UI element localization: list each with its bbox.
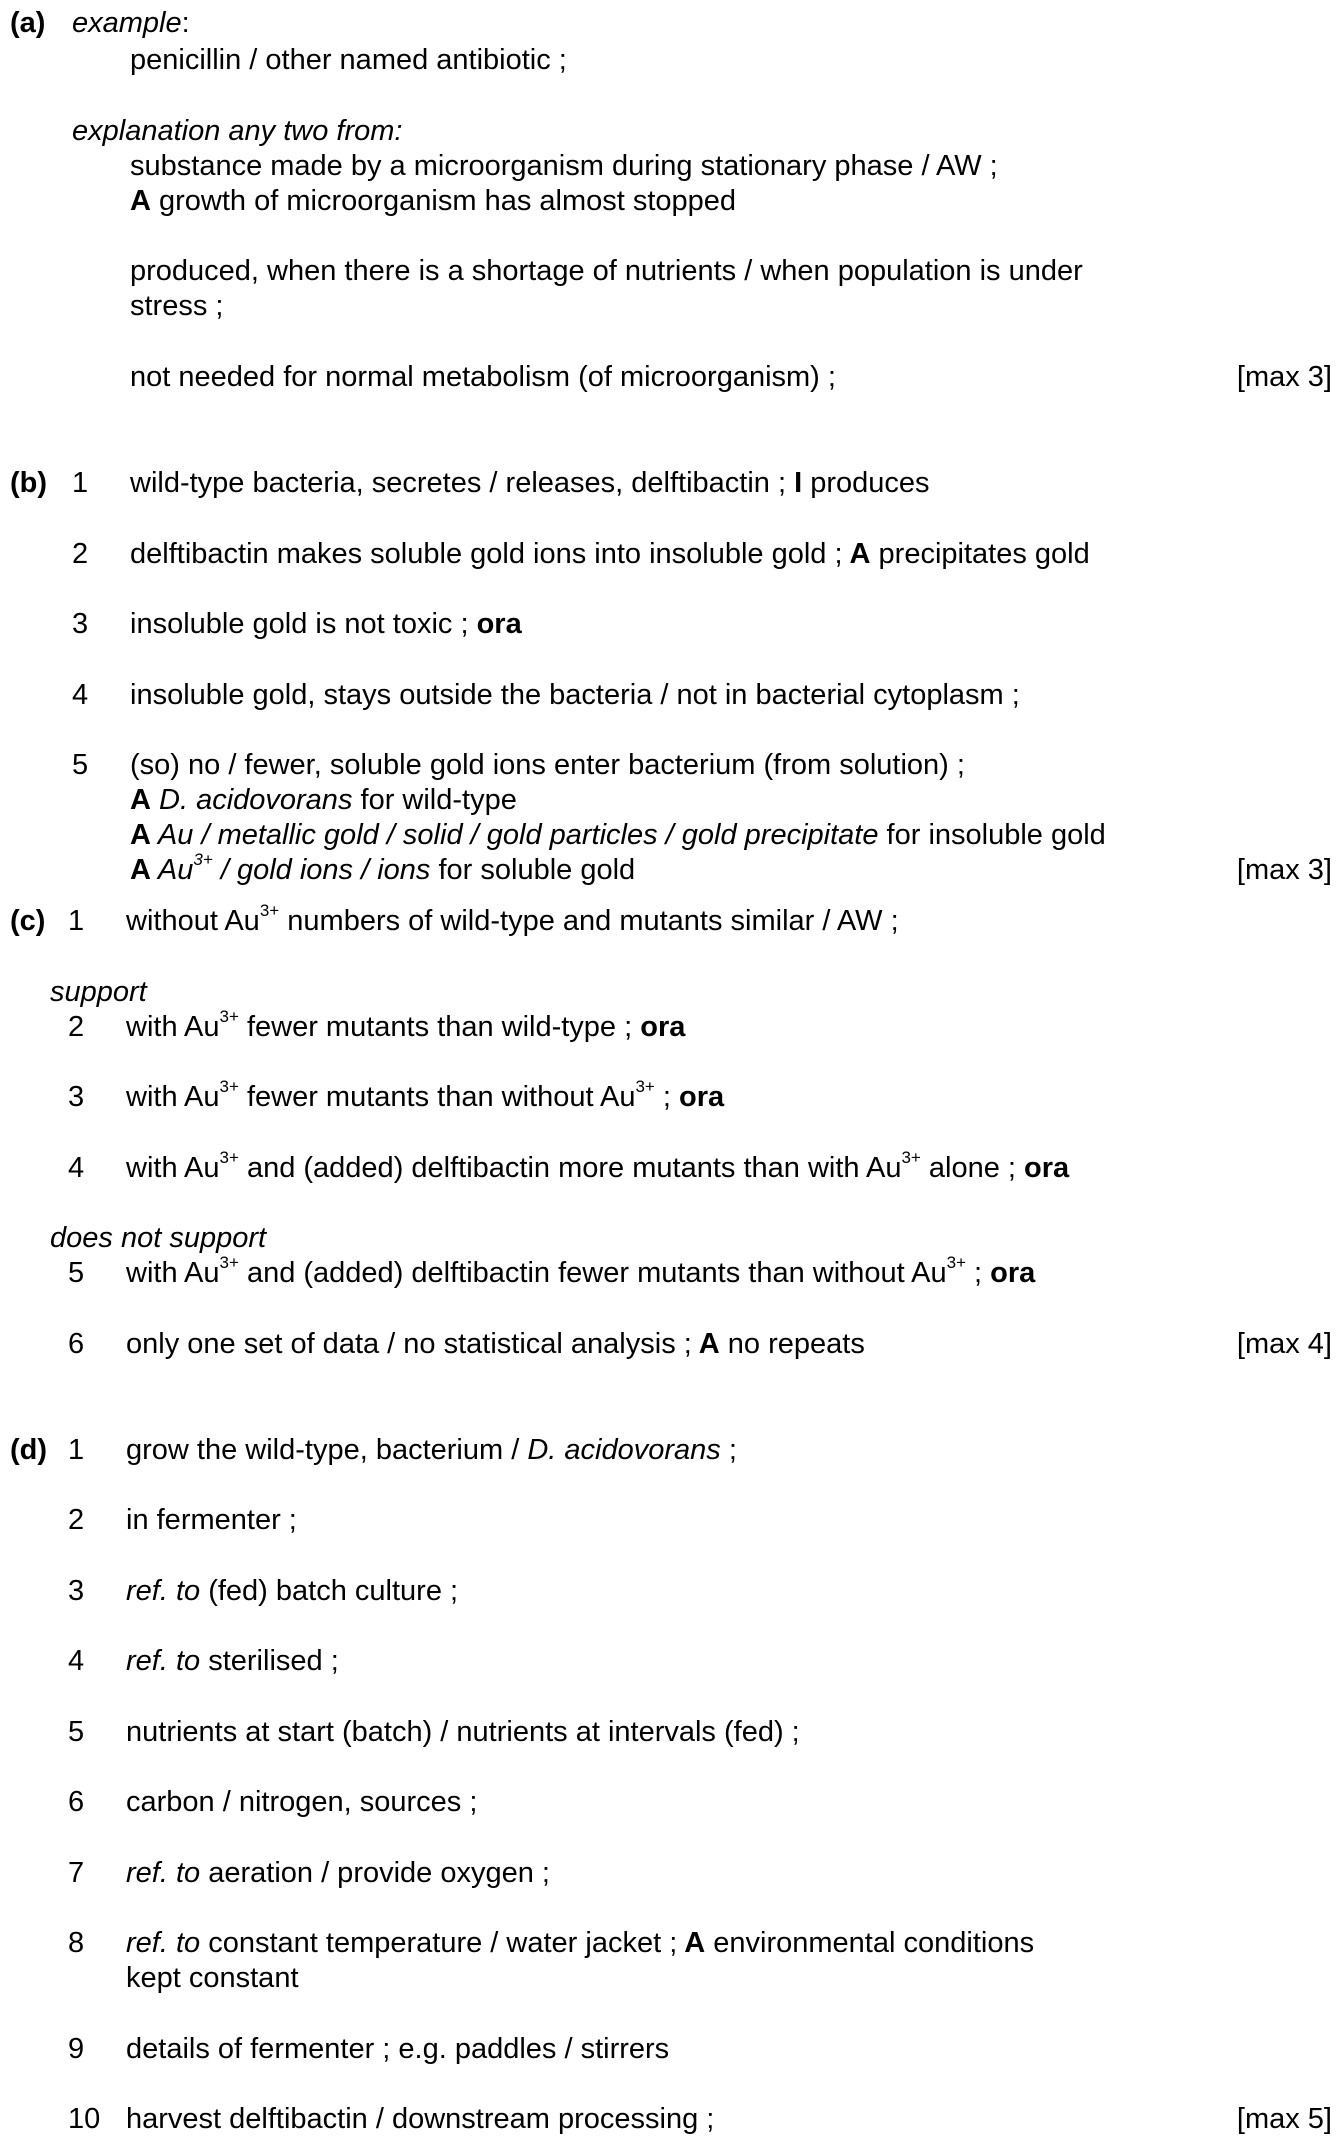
does-not-support-heading: does not support xyxy=(50,1222,267,1254)
a-line-3: produced, when there is a shortage of nutrients / when population is under xyxy=(130,255,1083,287)
species-name: D. acidovorans xyxy=(527,1434,721,1466)
explanation-heading: explanation any two from: xyxy=(72,115,403,147)
example-heading: example xyxy=(72,7,182,39)
b-point-number: 5 xyxy=(72,749,89,781)
charge-superscript: 3+ xyxy=(219,1007,239,1027)
d-point-3-text: (fed) batch culture ; xyxy=(200,1575,459,1607)
part-a-label: (a) xyxy=(10,7,46,39)
ref-to: ref. to xyxy=(126,1857,201,1889)
b-point-3 xyxy=(130,607,522,641)
b-point-2 xyxy=(130,537,1090,571)
accept-marker: A xyxy=(130,819,151,851)
c-point-3-tail: ; xyxy=(654,1081,671,1113)
charge-superscript: 3+ xyxy=(901,1148,921,1168)
a-line-5: not needed for normal metabolism (of microorganism) ; xyxy=(130,361,836,393)
b-point-number: 1 xyxy=(72,467,89,499)
c-point-5-text: with Au xyxy=(126,1257,220,1289)
b-point-number: 2 xyxy=(72,538,89,570)
b-alt-2 xyxy=(130,818,1106,852)
d-point-number: 10 xyxy=(68,2103,101,2135)
b-alt-3-tail: for soluble gold xyxy=(430,854,636,886)
accept-marker: A xyxy=(130,784,151,816)
b-point-5: (so) no / fewer, soluble gold ions enter bacterium (from solution) ; xyxy=(130,749,965,781)
d-point-7 xyxy=(126,1856,550,1890)
d-point-number: 5 xyxy=(68,1716,85,1748)
c-point-4-tail: alone ; xyxy=(920,1152,1016,1184)
c-point-number: 1 xyxy=(68,905,85,937)
charge-superscript: 3+ xyxy=(219,1148,239,1168)
example-heading-line xyxy=(72,6,190,40)
c-point-3-text: with Au xyxy=(126,1081,220,1113)
ref-to: ref. to xyxy=(126,1927,201,1959)
support-heading: support xyxy=(50,976,147,1008)
accept-marker: A xyxy=(130,854,151,886)
ora-marker: ora xyxy=(1015,1152,1070,1184)
ref-to: ref. to xyxy=(126,1645,201,1677)
a-line-2 xyxy=(130,184,736,218)
c-point-5-mid: and (added) delftibactin fewer mutants than without Au xyxy=(238,1257,947,1289)
d-point-1 xyxy=(126,1433,737,1467)
example-text: penicillin / other named antibiotic ; xyxy=(130,44,567,76)
d-point-4 xyxy=(126,1644,339,1678)
ignore-marker: I xyxy=(786,467,803,499)
d-point-number: 1 xyxy=(68,1434,85,1466)
accept-marker: A xyxy=(842,538,871,570)
ora-marker: ora xyxy=(670,1081,725,1113)
accept-marker: A xyxy=(677,1927,706,1959)
d-point-3 xyxy=(126,1574,458,1608)
b-alt-2-tail: for insoluble gold xyxy=(878,819,1106,851)
d-point-number: 8 xyxy=(68,1927,85,1959)
b-point-1 xyxy=(130,466,930,500)
accept-marker: A xyxy=(691,1328,720,1360)
c-point-6 xyxy=(126,1327,865,1361)
c-point-6-tail: no repeats xyxy=(719,1328,865,1360)
c-point-2-text: with Au xyxy=(126,1011,220,1043)
d-point-9: details of fermenter ; e.g. paddles / stirrers xyxy=(126,2033,670,2065)
b-point-2-tail: precipitates gold xyxy=(870,538,1090,570)
d-point-number: 4 xyxy=(68,1645,85,1677)
a-line-2-text: growth of microorganism has almost stopped xyxy=(150,185,737,217)
c-point-6-text: only one set of data / no statistical analysis ; xyxy=(126,1328,692,1360)
b-point-1-text: wild-type bacteria, secretes / releases, delftibactin ; xyxy=(130,467,787,499)
d-point-number: 3 xyxy=(68,1575,85,1607)
ora-marker: ora xyxy=(468,608,522,640)
ora-marker: ora xyxy=(982,1257,1036,1289)
b-point-number: 3 xyxy=(72,608,89,640)
c-point-4-mid: and (added) delftibactin more mutants than with Au xyxy=(238,1152,902,1184)
c-point-1-tail: numbers of wild-type and mutants similar / AW ; xyxy=(279,905,899,937)
charge-superscript: 3+ xyxy=(259,901,280,921)
b-point-1-tail: produces xyxy=(802,467,930,499)
charge-superscript: 3+ xyxy=(219,1077,239,1097)
a-line-4: stress ; xyxy=(130,290,224,322)
charge-superscript: 3+ xyxy=(946,1253,966,1273)
b-alt-2-italic: Au / metallic gold / solid / gold particles / gold precipitate xyxy=(150,819,879,851)
part-c-max-mark: [max 4] xyxy=(1236,1328,1332,1360)
c-point-5 xyxy=(126,1253,1036,1290)
d-point-7-text: aeration / provide oxygen ; xyxy=(200,1857,550,1889)
d-point-6: carbon / nitrogen, sources ; xyxy=(126,1786,478,1818)
c-point-2-tail: fewer mutants than wild-type ; xyxy=(238,1011,633,1043)
example-colon: : xyxy=(181,7,190,39)
d-point-4-text: sterilised ; xyxy=(200,1645,339,1677)
d-point-1-tail: ; xyxy=(720,1434,737,1466)
part-d-label: (d) xyxy=(10,1434,48,1466)
d-point-number: 7 xyxy=(68,1857,85,1889)
d-point-5: nutrients at start (batch) / nutrients at intervals (fed) ; xyxy=(126,1716,800,1748)
c-point-3 xyxy=(126,1077,725,1114)
b-point-3-text: insoluble gold is not toxic ; xyxy=(130,608,469,640)
d-point-number: 2 xyxy=(68,1504,85,1536)
c-point-number: 3 xyxy=(68,1081,85,1113)
d-point-2: in fermenter ; xyxy=(126,1504,297,1536)
c-point-number: 5 xyxy=(68,1257,85,1289)
d-point-number: 6 xyxy=(68,1786,85,1818)
a-line-1: substance made by a microorganism during stationary phase / AW ; xyxy=(130,150,998,182)
charge-superscript: 3+ xyxy=(635,1077,655,1097)
d-point-8-text: constant temperature / water jacket ; xyxy=(200,1927,678,1959)
d-point-10: harvest delftibactin / downstream processing ; xyxy=(126,2103,715,2135)
b-alt-1-tail: for wild-type xyxy=(352,784,517,816)
b-point-2-text: delftibactin makes soluble gold ions into insoluble gold ; xyxy=(130,538,843,570)
b-alt-1-italic: D. acidovorans xyxy=(150,784,353,816)
accept-marker: A xyxy=(130,185,151,217)
ora-marker: ora xyxy=(632,1011,686,1043)
ref-to: ref. to xyxy=(126,1575,201,1607)
charge-superscript: 3+ xyxy=(219,1253,239,1273)
part-d-max-mark: [max 5] xyxy=(1236,2103,1332,2135)
b-alt-3 xyxy=(130,850,636,887)
b-alt-1 xyxy=(130,783,517,817)
d-point-1-text: grow the wild-type, bacterium / xyxy=(126,1434,528,1466)
c-point-1 xyxy=(126,901,899,938)
b-point-number: 4 xyxy=(72,679,89,711)
c-point-number: 2 xyxy=(68,1011,85,1043)
d-point-number: 9 xyxy=(68,2033,85,2065)
c-point-4 xyxy=(126,1148,1070,1185)
d-point-8-tail: environmental conditions xyxy=(705,1927,1035,1959)
part-b-max-mark: [max 3] xyxy=(1236,854,1332,886)
c-point-3-mid: fewer mutants than without Au xyxy=(238,1081,636,1113)
part-c-label: (c) xyxy=(10,905,46,937)
c-point-5-tail: ; xyxy=(966,1257,983,1289)
charge-superscript: 3+ xyxy=(193,850,213,870)
c-point-2 xyxy=(126,1007,686,1044)
part-a-max-mark: [max 3] xyxy=(1236,361,1332,393)
b-alt-3-italic-2: / gold ions / ions xyxy=(212,854,431,886)
c-point-number: 6 xyxy=(68,1328,85,1360)
c-point-number: 4 xyxy=(68,1152,85,1184)
d-point-8-line-2: kept constant xyxy=(126,1962,299,1994)
part-b-label: (b) xyxy=(10,467,48,499)
d-point-8 xyxy=(126,1926,1034,1960)
b-point-4: insoluble gold, stays outside the bacteria / not in bacterial cytoplasm ; xyxy=(130,679,1020,711)
c-point-1-text: without Au xyxy=(126,905,260,937)
b-alt-3-italic: Au xyxy=(150,854,194,886)
c-point-4-text: with Au xyxy=(126,1152,220,1184)
